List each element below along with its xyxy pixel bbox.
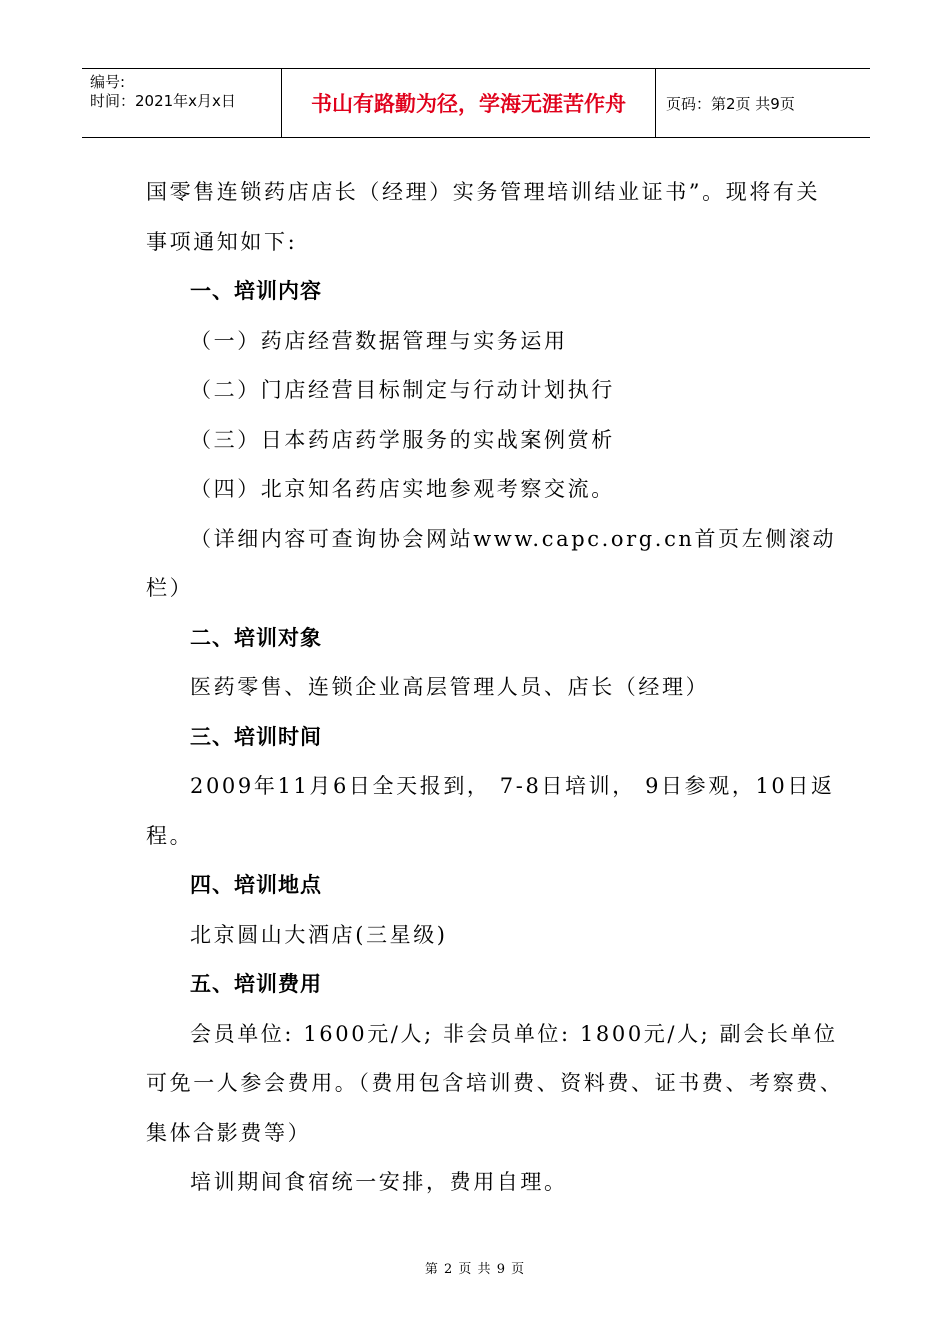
document-time-label: 时间：2021年x月x日	[90, 92, 236, 110]
header-meta-cell	[82, 69, 282, 137]
body-text-line: 栏）	[146, 576, 194, 600]
header-motto: 书山有路勤为径，学海无涯苦作舟	[282, 69, 656, 137]
body-text-line: 会员单位: 1600元/人; 非会员单位: 1800元/人; 副会长单位	[190, 1021, 838, 1046]
body-text-line: 北京圆山大酒店(三星级)	[190, 922, 448, 947]
body-text-line: 可免一人参会费用。（费用包含培训费、资料费、证书费、考察费、	[146, 1071, 844, 1095]
header-page-info: 页码：第2页 共9页	[666, 94, 795, 113]
section-heading: 三、培训时间	[190, 724, 322, 749]
document-number-label: 编号:	[90, 73, 126, 91]
body-text-line: 医药零售、连锁企业高层管理人员、店长（经理）	[190, 675, 710, 699]
body-text-line: 培训期间食宿统一安排，费用自理。	[190, 1170, 568, 1194]
body-text-line: 2009年11月6日全天报到， 7-8日培训， 9日参观，10日返	[190, 774, 835, 798]
body-text-line: （详细内容可查询协会网站www.capc.org.cn首页左侧滚动	[190, 526, 837, 551]
body-text-line: 国零售连锁药店店长（经理）实务管理培训结业证书”。现将有关	[146, 180, 821, 204]
body-text-line: 程。	[146, 823, 194, 848]
body-text-line: （二）门店经营目标制定与行动计划执行	[190, 378, 615, 402]
body-text-line: （四）北京知名药店实地参观考察交流。	[190, 477, 615, 501]
document-body	[146, 168, 844, 1208]
body-text-line: （三）日本药店药学服务的实战案例赏析	[190, 427, 615, 452]
section-heading: 五、培训费用	[190, 972, 322, 996]
section-heading: 二、培训对象	[190, 625, 322, 650]
body-text-line: （一）药店经营数据管理与实务运用	[190, 328, 568, 353]
body-text-line: 事项通知如下:	[146, 229, 298, 254]
section-heading: 一、培训内容	[190, 279, 322, 303]
body-text-line: 集体合影费等）	[146, 1120, 312, 1145]
section-heading: 四、培训地点	[190, 873, 322, 897]
page-footer: 第 2 页 共 9 页	[424, 1262, 526, 1277]
header-table	[82, 68, 870, 138]
